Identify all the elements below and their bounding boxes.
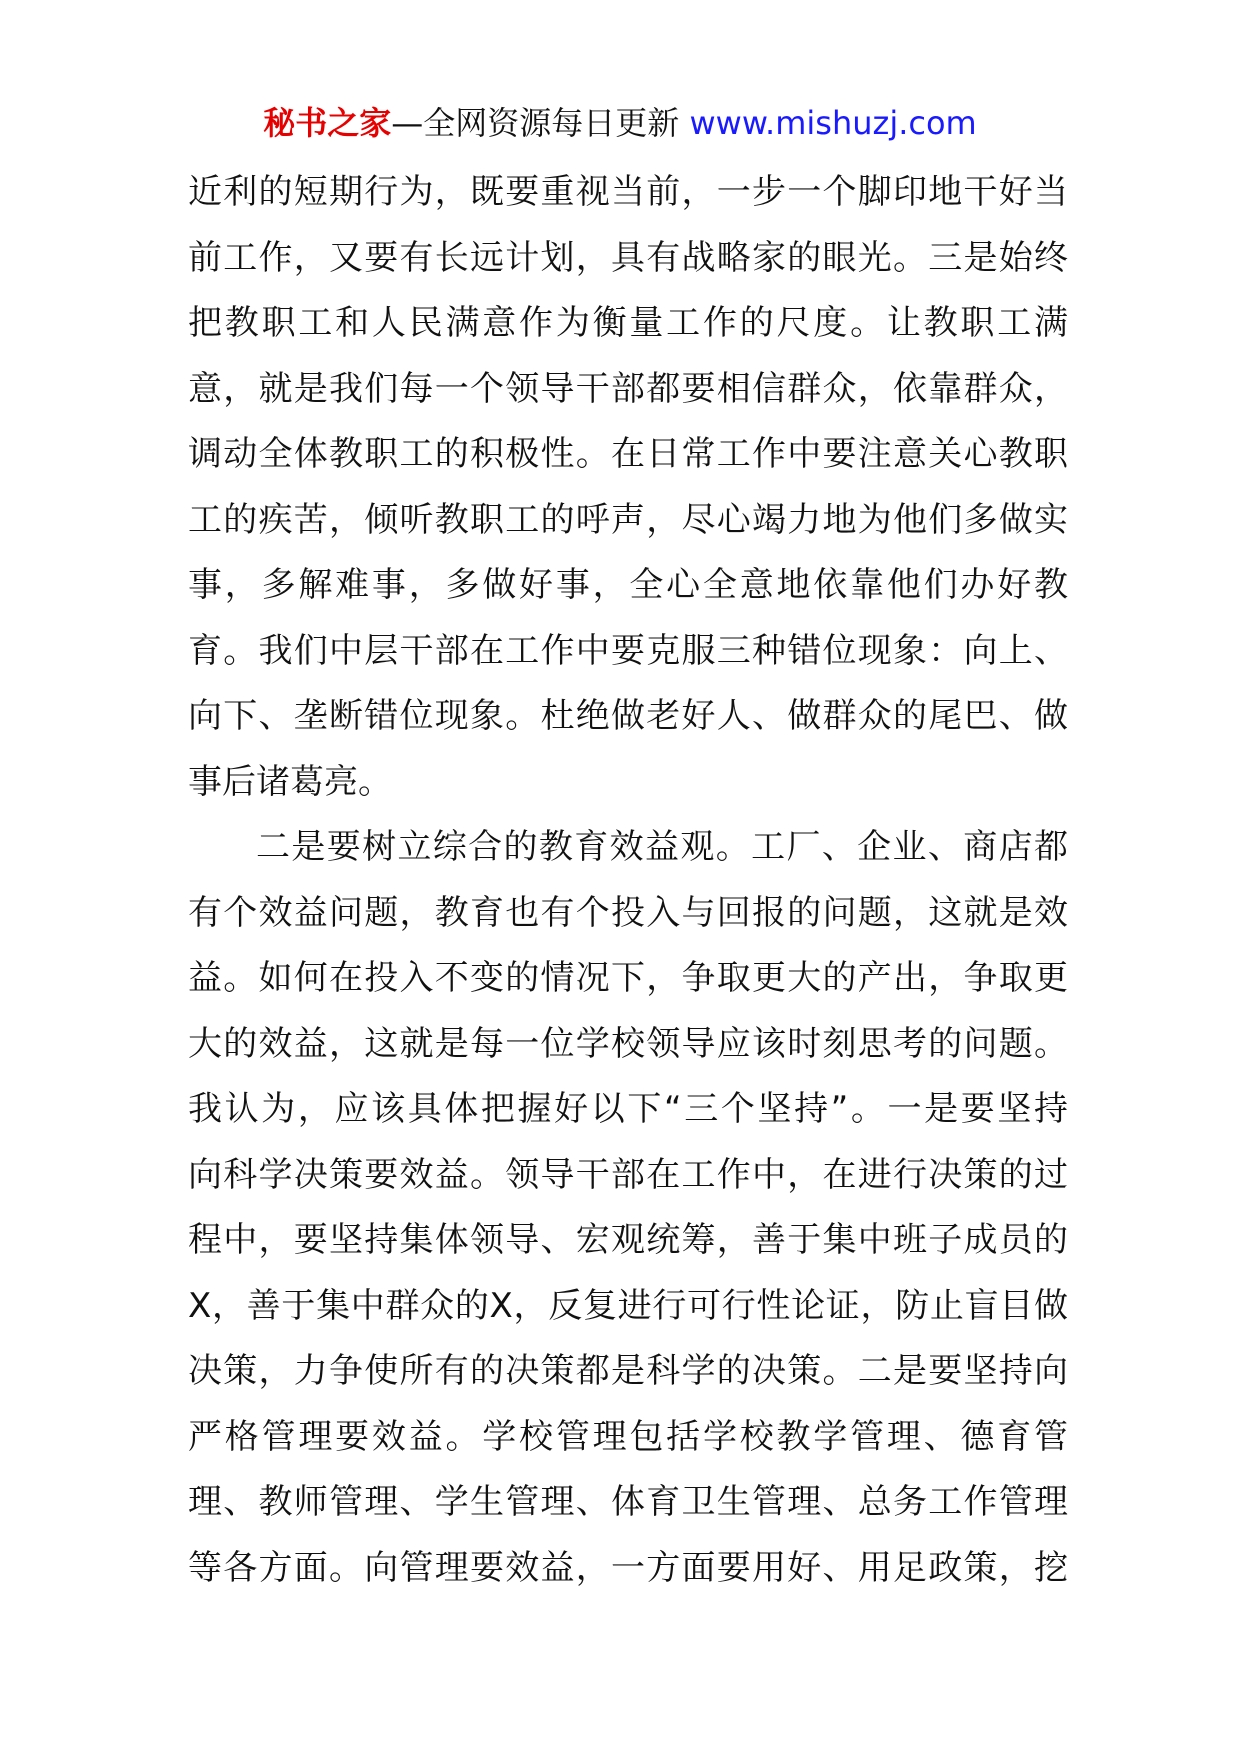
- text-line: 我认为，应该具体把握好以下“三个坚持”。一是要坚持: [188, 1089, 1068, 1129]
- header-tagline: —全网资源每日更新: [391, 104, 690, 142]
- document-body: [188, 160, 1068, 1601]
- text-line: 等各方面。向管理要效益，一方面要用好、用足政策，挖: [188, 1547, 1068, 1588]
- text-line: 事后诸葛亮。: [188, 761, 392, 802]
- text-line: 工的疾苦，倾听教职工的呼声，尽心竭力地为他们多做实: [188, 499, 1068, 540]
- text-line: 调动全体教职工的积极性。在日常工作中要注意关心教职: [188, 434, 1068, 474]
- text-line: 程中，要坚持集体领导、宏观统筹，善于集中班子成员的: [188, 1220, 1068, 1260]
- text-line: 严格管理要效益。学校管理包括学校教学管理、德育管: [188, 1416, 1068, 1457]
- text-line: 大的效益，这就是每一位学校领导应该时刻思考的问题。: [188, 1023, 1068, 1064]
- text-line: 把教职工和人民满意作为衡量工作的尺度。让教职工满: [188, 303, 1068, 343]
- text-line: 决策，力争使所有的决策都是科学的决策。二是要坚持向: [188, 1351, 1068, 1391]
- text-line: 向科学决策要效益。领导干部在工作中，在进行决策的过: [188, 1154, 1068, 1195]
- site-header: [0, 100, 1240, 146]
- text-line: 理、教师管理、学生管理、体育卫生管理、总务工作管理: [188, 1482, 1068, 1522]
- paragraph-start-line: 二是要树立综合的教育效益观。工厂、企业、商店都: [256, 827, 1068, 867]
- text-line: 事，多解难事，多做好事，全心全意地依靠他们办好教: [188, 565, 1068, 605]
- text-line: X，善于集中群众的X，反复进行可行性论证，防止盲目做: [188, 1285, 1068, 1326]
- text-line: 有个效益问题，教育也有个投入与回报的问题，这就是效: [188, 892, 1068, 933]
- text-line: 益。如何在投入不变的情况下，争取更大的产出，争取更: [188, 958, 1068, 998]
- text-line: 向下、垄断错位现象。杜绝做老好人、做群众的尾巴、做: [188, 696, 1068, 736]
- text-line: 意，就是我们每一个领导干部都要相信群众，依靠群众，: [188, 368, 1068, 409]
- text-line: 近利的短期行为，既要重视当前，一步一个脚印地干好当: [188, 172, 1068, 212]
- text-line: 育。我们中层干部在工作中要克服三种错位现象：向上、: [188, 630, 1068, 671]
- text-line: 前工作，又要有长远计划，具有战略家的眼光。三是始终: [188, 237, 1068, 278]
- brand-name: 秘书之家: [263, 104, 392, 142]
- site-url-link[interactable]: www.mishuzj.com: [689, 104, 977, 142]
